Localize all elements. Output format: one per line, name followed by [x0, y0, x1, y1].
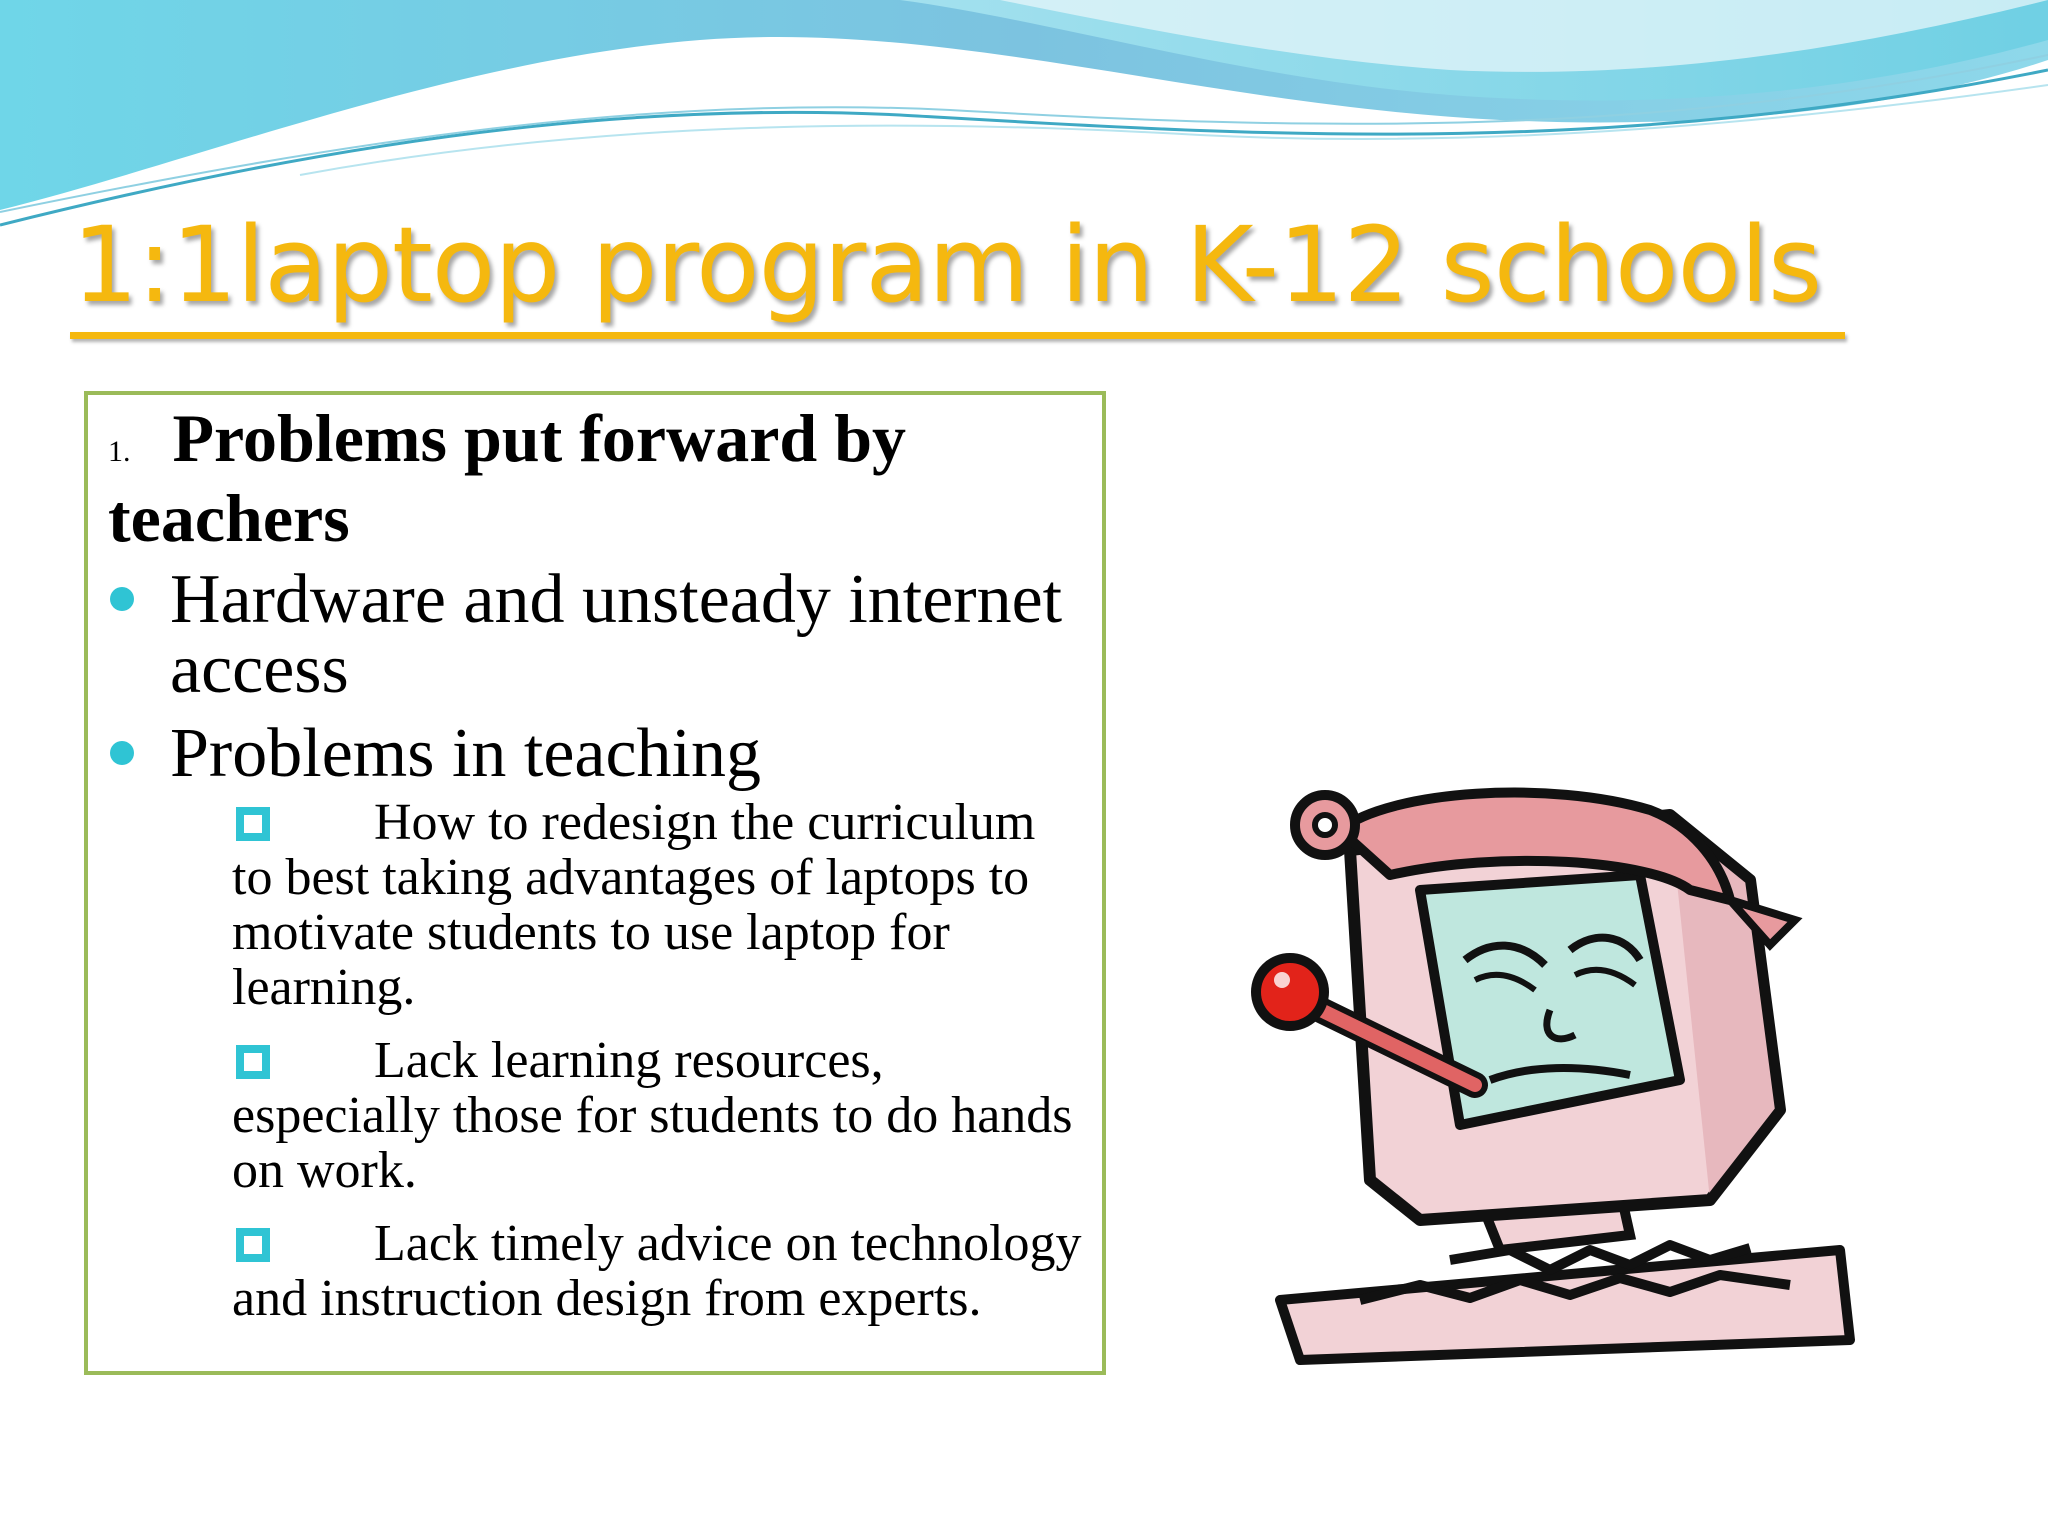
sub-bullet-item: [232, 795, 1086, 1015]
section-number: 1.: [108, 435, 131, 468]
slide-title: 1:1laptop program in K-12 schools: [72, 204, 1822, 326]
sick-computer-icon: [1250, 780, 1890, 1380]
sub-bullet-text: How to redesign the curriculum to best taking advantages of laptops to motivate students to use laptop for learning.: [232, 794, 1036, 1016]
bullet-text: Hardware and unsteady internet access: [170, 561, 1063, 708]
square-bullet-icon: [236, 1228, 270, 1262]
bullet-dot-icon: [110, 587, 134, 611]
title-underline: [70, 332, 1845, 339]
section-heading-text: Problems put forward by teachers: [108, 400, 907, 556]
sub-bullet-item: [232, 1033, 1086, 1198]
sub-bullet-text: Lack timely advice on technology and instruction design from experts.: [232, 1215, 1082, 1327]
sub-bullet-text: Lack learning resources, especially those for students to do hands on work.: [232, 1032, 1073, 1199]
bullet-dot-icon: [110, 741, 134, 765]
sub-bullet-item: [232, 1216, 1086, 1326]
bullet-item: [108, 561, 1086, 708]
bullet-item: [108, 715, 1086, 1327]
bullet-list: [108, 561, 1086, 1327]
square-bullet-icon: [236, 1045, 270, 1079]
content-box: [84, 391, 1106, 1375]
section-heading: [108, 400, 1086, 556]
sub-bullet-list: [232, 795, 1086, 1326]
square-bullet-icon: [236, 807, 270, 841]
bullet-text: Problems in teaching: [170, 715, 762, 792]
